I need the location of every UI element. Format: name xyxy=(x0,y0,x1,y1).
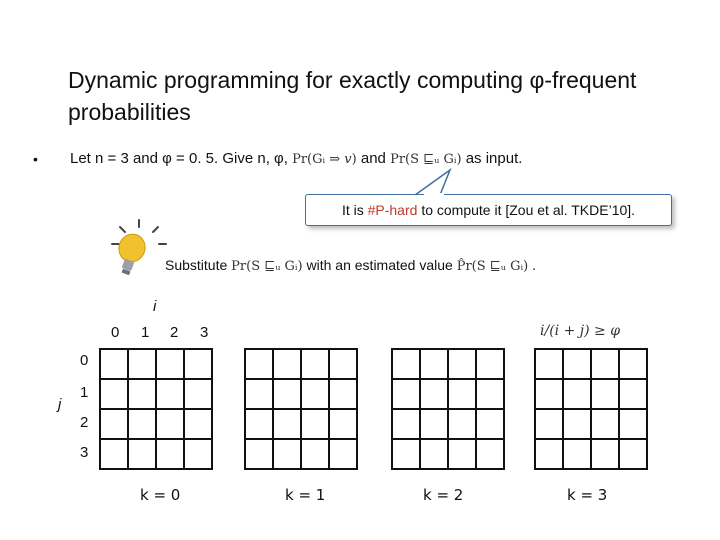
row-label-0: 0 xyxy=(80,352,89,369)
col-label-3: 3 xyxy=(200,324,209,341)
math-pr-hat: P̂r(S ⊑ᵤ Gᵢ) xyxy=(456,259,529,274)
lightbulb-icon xyxy=(108,218,170,280)
estimated-text: with an estimated value xyxy=(306,257,453,273)
substitute-line xyxy=(165,257,536,274)
col-label-0: 0 xyxy=(111,324,120,341)
bullet-marker: • xyxy=(33,151,38,167)
callout-prefix: It is xyxy=(341,202,364,218)
i-axis-label: i xyxy=(153,298,157,315)
period-text: . xyxy=(532,257,536,273)
row-label-3: 3 xyxy=(80,444,89,461)
j-axis-label: j xyxy=(58,396,62,413)
k-label-2: k = 2 xyxy=(423,486,464,504)
col-label-1: 1 xyxy=(141,324,150,341)
k-label-1: k = 1 xyxy=(285,486,326,504)
row-label-1: 1 xyxy=(80,384,89,401)
dp-grid-k0 xyxy=(99,348,213,470)
col-label-2: 2 xyxy=(170,324,179,341)
k-label-3: k = 3 xyxy=(567,486,608,504)
callout-box xyxy=(305,194,672,226)
bullet-line xyxy=(70,150,522,167)
dp-grid-k3 xyxy=(534,348,648,470)
dp-grid-k2 xyxy=(391,348,505,470)
k-label-0: k = 0 xyxy=(140,486,181,504)
and-text: and xyxy=(360,150,386,167)
callout-suffix: to compute it [Zou et al. TKDE’10]. xyxy=(421,202,636,218)
callout-hard: #P-hard xyxy=(367,202,418,218)
math-pr-gi: Pr(Gᵢ ⇒ 𝑣) xyxy=(292,152,357,167)
math-pr-subgraph: Pr(S ⊑ᵤ Gᵢ) xyxy=(390,152,462,167)
substitute-label: Substitute xyxy=(165,257,228,273)
dp-grid-k1 xyxy=(244,348,358,470)
as-input-text: as input. xyxy=(465,150,523,167)
math-pr-exact: Pr(S ⊑ᵤ Gᵢ) xyxy=(231,259,303,274)
callout-tail-joint xyxy=(424,190,444,198)
row-label-2: 2 xyxy=(80,414,89,431)
condition-formula: i/(i + j) ≥ φ xyxy=(540,323,621,339)
slide-title: Dynamic programming for exactly computing φ-frequent probabilities xyxy=(68,67,637,125)
bullet-text: Let n = 3 and φ = 0. 5. Give n, φ, xyxy=(70,150,288,167)
